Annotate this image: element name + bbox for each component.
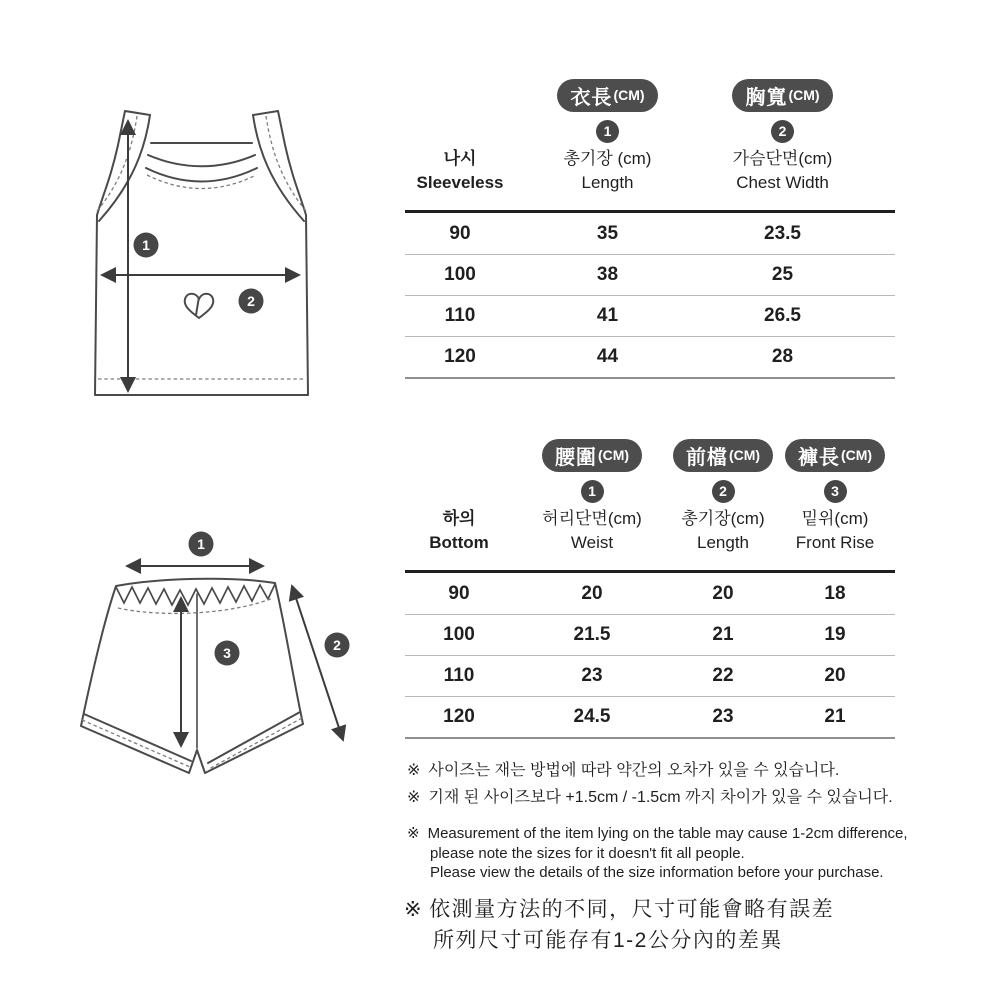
waist-value: 20 — [581, 582, 603, 604]
front-rise-value: 19 — [824, 624, 846, 645]
col-header-front-rise: 밑위(cm) Front Rise — [795, 509, 875, 552]
table-row — [405, 254, 895, 295]
heart-logo-icon — [185, 294, 214, 318]
size-value: 100 — [444, 264, 476, 285]
table-row — [405, 614, 895, 655]
side-length-arrow — [292, 586, 343, 740]
sleeveless-top-drawing — [93, 103, 312, 403]
length-value: 41 — [596, 305, 619, 326]
size-value: 100 — [443, 624, 475, 645]
pill-garment-length: 衣長 (CM) — [557, 79, 657, 112]
korean-note-2: ※ 기재 된 사이즈보다 +1.5cm / -1.5cm 까지 차이가 있을 수 있습니다. — [407, 784, 893, 811]
length-value: 38 — [596, 264, 619, 285]
length-value: 20 — [712, 582, 734, 604]
reference-mark: ※ — [407, 789, 421, 806]
table-row — [405, 573, 895, 614]
row-header-bottom: 하의 Bottom — [429, 509, 489, 552]
col-header-chest-width: 가슴단면(cm) Chest Width — [732, 149, 833, 192]
sleeveless-size-table — [405, 75, 895, 379]
shorts-badge-3: 3 — [223, 645, 231, 661]
table-row — [405, 696, 895, 737]
badge-3-icon: 3 — [824, 480, 847, 503]
size-value: 90 — [448, 582, 470, 604]
col-header-length: 총기장(cm) Length — [681, 509, 765, 552]
length-value: 35 — [596, 222, 619, 244]
pill-header-row — [405, 75, 895, 115]
shorts-badge-2: 2 — [333, 637, 341, 653]
size-value: 120 — [443, 706, 475, 727]
table-bottom-rule — [405, 377, 895, 379]
reference-mark: ※ — [404, 898, 424, 921]
column-header-row — [405, 147, 895, 210]
pill-header-row — [405, 435, 895, 475]
badge-2-icon: 2 — [712, 480, 735, 503]
pill-pants-length: 褲長 (CM) — [785, 439, 885, 472]
chest-value: 26.5 — [764, 305, 801, 326]
pill-front-rise: 前檔 (CM) — [673, 439, 773, 472]
length-value: 23 — [712, 706, 734, 727]
shorts-stitching — [82, 598, 302, 769]
english-notes — [407, 824, 908, 883]
length-value: 21 — [712, 624, 734, 645]
korean-note-1: ※ 사이즈는 재는 방법에 따라 약간의 오차가 있을 수 있습니다. — [407, 757, 893, 784]
size-value: 90 — [449, 222, 471, 244]
badge-2-icon: 2 — [771, 120, 794, 143]
size-value: 120 — [444, 346, 476, 367]
english-note-line-3: Please view the details of the size information before your purchase. — [430, 864, 884, 881]
table-row — [405, 213, 895, 254]
column-header-row — [405, 507, 895, 570]
front-rise-value: 18 — [824, 582, 846, 604]
length-value: 22 — [712, 665, 734, 686]
badge-row — [405, 475, 895, 507]
waist-value: 23 — [581, 665, 603, 686]
size-value: 110 — [443, 665, 475, 686]
pill-chest-width: 胸寬 (CM) — [732, 79, 832, 112]
row-header-sleeveless: 나시 Sleeveless — [416, 149, 504, 192]
measure-arrows — [102, 121, 299, 391]
chinese-note-line-2: 所列尺寸可能存有1-2公分內的差異 — [433, 929, 783, 952]
badge-row — [405, 115, 895, 147]
length-value: 44 — [596, 346, 619, 367]
tank-badge-2: 2 — [247, 293, 255, 309]
table-row — [405, 295, 895, 336]
reference-mark: ※ — [407, 825, 420, 842]
pill-waist: 腰圍 (CM) — [542, 439, 642, 472]
korean-notes — [407, 757, 893, 811]
table-row — [405, 336, 895, 377]
badge-1-icon: 1 — [581, 480, 604, 503]
chest-value: 25 — [771, 264, 794, 285]
chest-value: 23.5 — [764, 222, 801, 244]
shorts-outline — [81, 579, 303, 773]
waistband-zigzag — [116, 584, 275, 605]
shorts-drawing — [63, 528, 353, 788]
bottom-size-table — [405, 435, 895, 739]
tank-badge-1: 1 — [142, 237, 150, 253]
chest-value: 28 — [771, 346, 794, 367]
english-note-line-2: please note the sizes for it doesn't fit all people. — [430, 844, 745, 862]
front-rise-value: 21 — [824, 706, 846, 727]
col-header-waist: 허리단면(cm) Weist — [542, 509, 642, 552]
size-value: 110 — [444, 305, 476, 326]
front-rise-value: 20 — [824, 665, 846, 686]
table-row — [405, 655, 895, 696]
chinese-notes — [404, 894, 834, 956]
reference-mark: ※ — [407, 762, 421, 779]
waist-value: 24.5 — [573, 706, 611, 727]
chinese-note-line-1: ※ 依測量方法的不同，尺寸可能會略有誤差 — [404, 894, 834, 925]
col-header-length: 총기장 (cm) Length — [563, 149, 652, 192]
tank-outline — [95, 111, 308, 395]
shorts-badge-1: 1 — [197, 536, 205, 552]
english-note-line-1: ※ Measurement of the item lying on the table may cause 1-2cm difference, — [407, 825, 908, 842]
table-bottom-rule — [405, 737, 895, 739]
badge-1-icon: 1 — [596, 120, 619, 143]
waist-value: 21.5 — [573, 624, 611, 645]
